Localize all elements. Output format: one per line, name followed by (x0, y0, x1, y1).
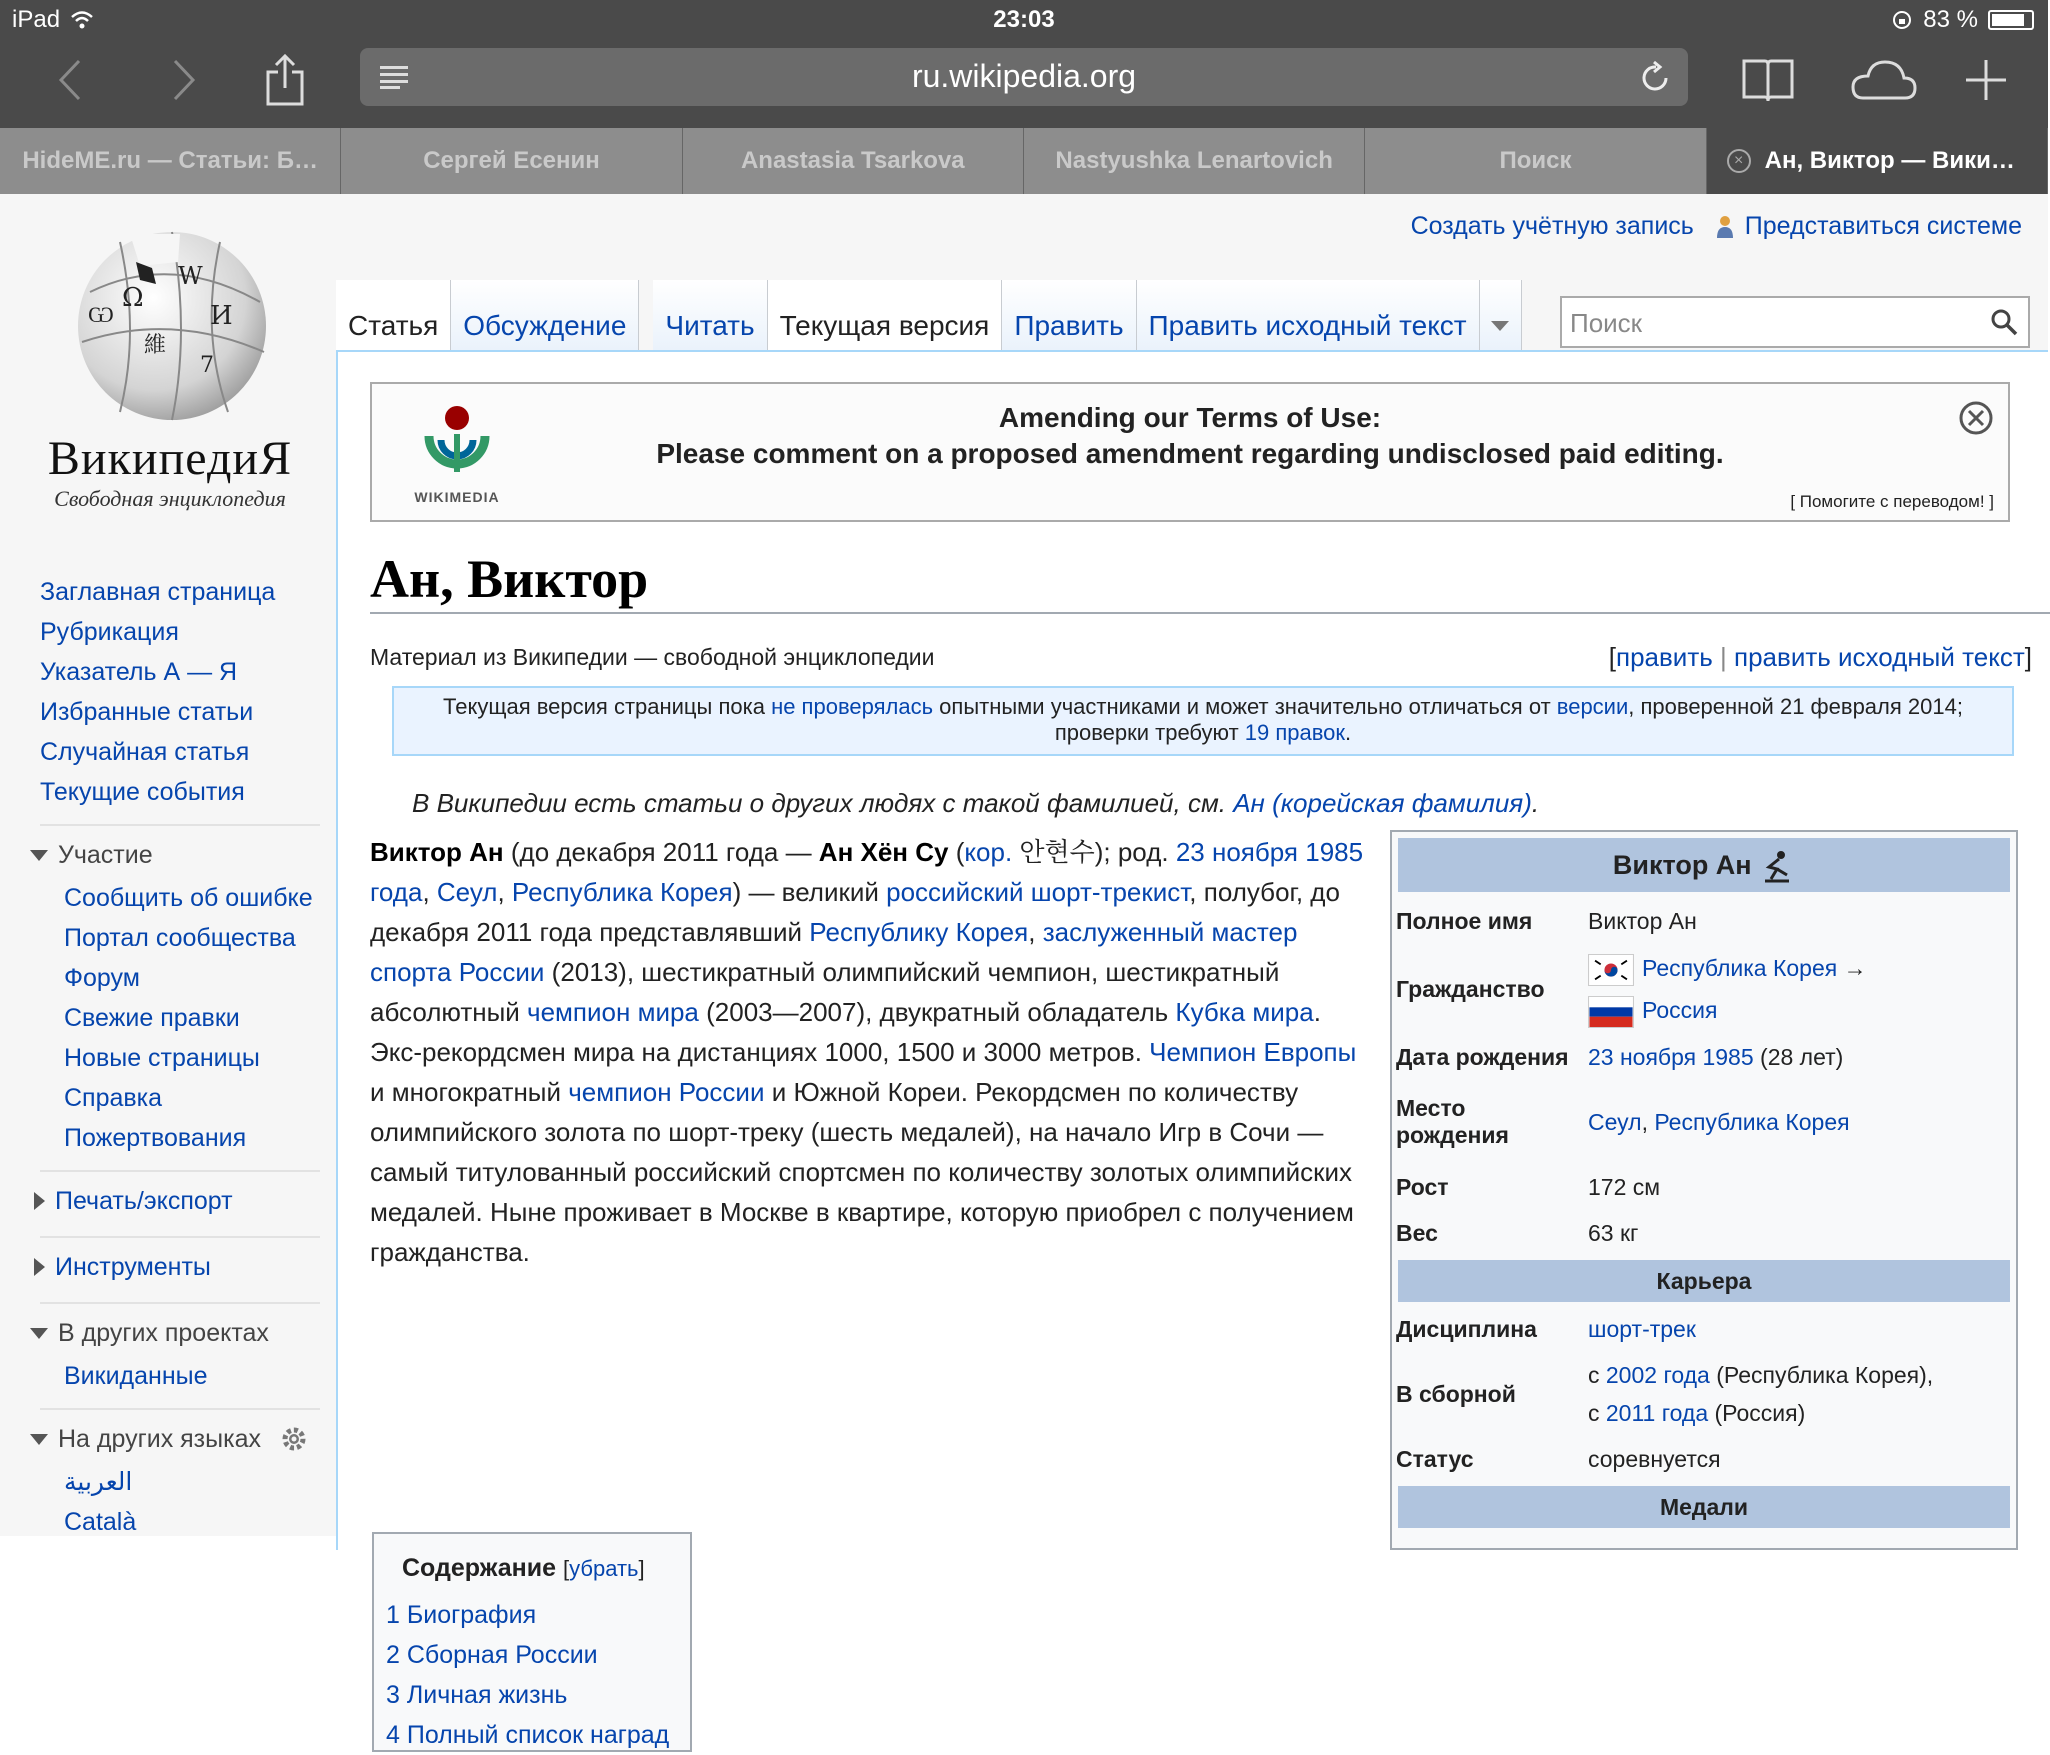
infobox-row-weight (1392, 1210, 2016, 1256)
wikipedia-tagline: Свободная энциклопедия (54, 486, 286, 511)
infobox-value: соревнуется (1588, 1445, 1721, 1472)
flagged-text-3: , проверенной 21 февраля 2014; проверки требуют (1054, 694, 1963, 745)
svg-text:7: 7 (200, 353, 214, 378)
pending-edits-link[interactable]: 19 правок (1244, 720, 1346, 745)
tab-edit-source[interactable] (1137, 280, 1480, 350)
sidebar-participation-title: Участие (58, 841, 153, 869)
bold-name: Виктор Ан (370, 837, 504, 867)
puzzle-globe-icon (60, 222, 280, 422)
article-link[interactable]: Кубка мира (1175, 997, 1314, 1027)
sidebar-language-item[interactable]: العربية (64, 1468, 133, 1496)
forward-button[interactable] (164, 50, 204, 110)
sidebar-tools-header[interactable] (40, 1244, 320, 1290)
birth-place-link-korea[interactable]: Республика Корея (1654, 1108, 1850, 1135)
infobox-key: Статус (1396, 1445, 1474, 1472)
sidebar-participation-item[interactable]: Форум (64, 964, 140, 992)
triangle-down-icon (30, 850, 48, 861)
search-placeholder: Поиск (1570, 308, 1643, 338)
back-button[interactable] (50, 50, 90, 110)
article-content (336, 350, 2048, 1749)
sidebar-participation-item[interactable]: Новые страницы (64, 1044, 260, 1072)
clock: 23:03 (993, 6, 1055, 33)
infobox (1390, 830, 2018, 1550)
bookmarks-button[interactable] (1740, 50, 1796, 110)
triangle-right-icon (34, 1192, 45, 1210)
sidebar-other-projects-header[interactable] (40, 1310, 320, 1356)
infobox-key: Полное имя (1396, 907, 1533, 934)
edit-links: [править | править исходный текст] (1608, 642, 2032, 672)
sidebar-other-projects-title: В других проектах (58, 1319, 269, 1347)
article-link[interactable]: 23 ноября (1175, 837, 1299, 867)
sidebar-participation-list (40, 878, 320, 1158)
chevron-left-icon (55, 57, 85, 103)
sidebar-nav-item[interactable]: Текущие события (40, 778, 245, 806)
share-button[interactable] (262, 50, 308, 110)
triangle-right-icon (34, 1258, 45, 1276)
birth-date-link[interactable]: 23 ноября 1985 (1588, 1043, 1754, 1070)
sidebar-participation-item[interactable]: Пожертвования (64, 1124, 247, 1152)
rotation-lock-icon (1891, 9, 1913, 31)
hatnote-end: . (1531, 788, 1540, 818)
sidebar-languages-title: На других языках (58, 1425, 262, 1453)
svg-text:Ω: Ω (122, 283, 144, 313)
table-of-contents (372, 1532, 692, 1752)
south-korea-flag-icon (1588, 954, 1634, 986)
toc-entry[interactable]: 3 Личная жизнь (386, 1681, 568, 1709)
lead-paragraph: Виктор Ан (до декабря 2011 года — Ан Хён Су (кор. 안현수); род. 23 ноября 1985 года, Сеул, Республика Корея) — великий российский шорт-трекист, полубог, до декабря 2011 года представлявший Республику Корея, заслуженный мастер спорта России (2013), шестикратный олимпийский чемпион, шестикратный абсолютный чемпион мира (2003—2007), двукратный обладатель Кубка мира. Экс-рекордсмен мира на дистанциях 1000, 1500 и 3000 метров. Чемпион Европы и многократный чемпион России и Южной Кореи. Рекордсмен по количеству олимпийского золота по шорт-треку (шесть медалей), на начало Игр в Сочи — самый титулованный российский спортсмен по количеству золотых олимпийских медалей. Ныне проживает в Москве в квартире, которую приобрел с получением гражданства. (370, 837, 1364, 1267)
sidebar-languages-header[interactable] (40, 1416, 320, 1462)
sidebar-tools-title: Инструменты (55, 1253, 211, 1281)
sidebar-other-projects-list (40, 1356, 320, 1396)
browser-tab[interactable] (1024, 128, 1365, 194)
sitenotice-banner (370, 382, 2010, 522)
infobox-row-citizenship (1392, 944, 2016, 1034)
address-bar[interactable] (360, 48, 1688, 106)
toc-list (386, 1595, 678, 1755)
tab-read[interactable] (653, 280, 767, 350)
bold-name: Ан Хён Су (818, 837, 949, 867)
sidebar-section-other-projects (40, 1302, 320, 1396)
wikipedia-wordmark: ВикипедиЯ (47, 432, 293, 485)
reload-icon[interactable] (1640, 60, 1672, 94)
hatnote-text: В Википедии есть статьи о других людях с такой фамилией, см. (412, 788, 1234, 818)
toc-hide-toggle[interactable]: [убрать] (562, 1556, 645, 1581)
browser-toolbar (0, 40, 2048, 128)
flagged-text-2: опытными участниками и может значительно отличаться от (933, 694, 1557, 719)
infobox-row-discipline (1392, 1306, 2016, 1352)
toc-entry[interactable]: 4 Полный список наград (386, 1721, 670, 1749)
discipline-link[interactable]: шорт-трек (1588, 1315, 1696, 1342)
share-icon (264, 52, 306, 108)
chevron-down-icon (1490, 320, 1510, 332)
browser-tab[interactable] (341, 128, 682, 194)
toc-hide-link[interactable]: убрать (569, 1556, 639, 1581)
infobox-career-header: Карьера (1398, 1260, 2010, 1302)
search-icon[interactable] (1990, 308, 2018, 336)
infobox-medals-header: Медали (1398, 1486, 2010, 1528)
toc-entry[interactable]: 2 Сборная России (386, 1641, 598, 1669)
infobox-key: Дисциплина (1396, 1315, 1537, 1342)
tab-talk[interactable] (451, 280, 639, 350)
tab-edit-label: Править (1014, 310, 1124, 341)
more-actions-dropdown[interactable] (1480, 280, 1522, 350)
infobox-key-line-2: рождения (1396, 1122, 1509, 1148)
page-title: Ан, Виктор (370, 548, 2050, 614)
browser-tab[interactable] (0, 128, 341, 194)
team-year-link-2002[interactable]: 2002 года (1605, 1362, 1710, 1388)
svg-text:Ѡ: Ѡ (88, 303, 114, 328)
hatnote (412, 788, 1539, 819)
infobox-row-full-name (1392, 898, 2016, 944)
sidebar-participation-item[interactable]: Справка (64, 1084, 163, 1112)
article-link[interactable]: Республика Корея (511, 877, 733, 907)
infobox-row-status (1392, 1436, 2016, 1482)
article-link[interactable]: чемпион мира (527, 997, 699, 1027)
sidebar (40, 572, 320, 1542)
edit-link[interactable]: править (1615, 642, 1713, 672)
book-icon (1741, 57, 1795, 103)
toc-header (402, 1554, 678, 1583)
wikipedia-logo[interactable] (30, 222, 310, 512)
sidebar-nav-item[interactable]: Указатель А — Я (40, 658, 238, 686)
sidebar-project-item[interactable]: Викиданные (64, 1362, 208, 1390)
new-tab-button[interactable] (1962, 50, 2010, 110)
infobox-value: Сеул, Республика Корея (1588, 1108, 1850, 1135)
sidebar-nav-item[interactable]: Избранные статьи (40, 698, 254, 726)
flagged-text-1: Текущая версия страницы пока (443, 694, 772, 719)
sidebar-print-header[interactable] (40, 1178, 320, 1224)
infobox-value (1588, 1044, 2012, 1071)
hatnote-link[interactable]: Ан (корейская фамилия) (1233, 788, 1532, 818)
device-label: iPad (12, 6, 61, 33)
infobox-value: Республика Корея → Россия (1588, 947, 2012, 1031)
birth-age: (28 лет) (1753, 1043, 1844, 1070)
russia-flag-icon (1588, 996, 1634, 1028)
personal-tools (1411, 212, 2022, 241)
browser-tab-label: HideME.ru — Статьи: Б… (22, 147, 318, 174)
sidebar-print-title: Печать/экспорт (55, 1187, 233, 1215)
citizenship-link-russia[interactable]: Россия (1642, 997, 1718, 1023)
sidebar-section-languages (40, 1408, 320, 1542)
infobox-row-height (1392, 1164, 2016, 1210)
article-link[interactable]: шорт-трекист (1030, 877, 1190, 907)
browser-tab-label: Сергей Есенин (423, 147, 600, 174)
login-link-text[interactable]: Представиться системе (1744, 212, 2022, 240)
sidebar-nav-item[interactable]: Рубрикация (40, 618, 179, 646)
battery-percent: 83 % (1923, 6, 1978, 33)
not-reviewed-link[interactable]: не проверялась (771, 694, 934, 719)
battery-icon (1988, 10, 2034, 30)
wikimedia-logo-text: WIKIMEDIA (414, 489, 500, 505)
infobox-key: В сборной (1396, 1380, 1516, 1407)
team-rest-1: (Республика Корея), (1709, 1362, 1934, 1388)
create-account-link[interactable]: Создать учётную запись (1410, 212, 1694, 240)
article-link[interactable]: чемпион России (568, 1077, 765, 1107)
svg-text:W: W (178, 262, 203, 290)
infobox-value: Виктор Ан (1588, 907, 1697, 934)
sidebar-nav-item[interactable]: Заглавная страница (40, 578, 276, 606)
birth-place-link-seoul[interactable]: Сеул (1588, 1108, 1642, 1135)
tab-edit[interactable] (1002, 280, 1136, 350)
article-link[interactable]: Чемпион Европы (1149, 1037, 1357, 1067)
tab-article[interactable] (336, 280, 451, 350)
infobox-title (1398, 838, 2010, 892)
browser-tab[interactable] (1707, 128, 2048, 194)
plus-icon (1964, 58, 2008, 102)
cloud-icon (1849, 58, 1917, 102)
user-icon (1716, 215, 1734, 239)
content-tabs (336, 280, 1522, 350)
translate-help-link[interactable]: [ Помогите с переводом! ] (1790, 492, 1994, 511)
article-link[interactable]: Республику Корея (809, 917, 1029, 947)
icloud-tabs-button[interactable] (1848, 50, 1918, 110)
sidebar-section-participation (40, 824, 320, 1158)
article-link[interactable]: Сеул (436, 877, 498, 907)
version-link[interactable]: версии (1556, 694, 1629, 719)
infobox-value: 63 кг (1588, 1219, 1639, 1246)
browser-tab-label: Поиск (1499, 147, 1572, 174)
tab-talk-label: Обсуждение (463, 310, 627, 341)
sidebar-section-print (40, 1170, 320, 1224)
toc-entry[interactable]: 1 Биография (386, 1601, 537, 1629)
browser-tab-label: Nastyushka Lenartovich (1055, 147, 1333, 174)
infobox-title-text: Виктор Ан (1612, 850, 1752, 880)
infobox-value (1588, 1316, 2012, 1343)
infobox-row-birth-date (1392, 1034, 2016, 1080)
toc-title: Содержание (402, 1554, 557, 1582)
infobox-row-national-team (1392, 1352, 2016, 1436)
sidebar-participation-item[interactable]: Портал сообщества (64, 924, 296, 952)
infobox-key (1396, 1095, 1588, 1149)
close-icon[interactable] (1958, 400, 1994, 436)
triangle-down-icon (30, 1434, 48, 1445)
tab-edit-source-label: Править исходный текст (1148, 310, 1467, 341)
infobox-value: 172 см (1588, 1173, 1661, 1200)
status-bar (0, 0, 2048, 40)
article-link[interactable]: 1985 года (370, 837, 1364, 907)
infobox-row-birth-place (1392, 1080, 2016, 1164)
short-track-skater-icon (1759, 849, 1795, 885)
edit-source-link[interactable]: править исходный текст (1734, 642, 2025, 672)
article-link[interactable]: российский (886, 877, 1024, 907)
team-rest-2: (Россия) (1708, 1400, 1806, 1426)
sidebar-participation-header[interactable] (40, 832, 320, 878)
infobox-key: Дата рождения (1396, 1043, 1569, 1070)
team-year-link-2011[interactable]: 2011 года (1605, 1400, 1709, 1426)
svg-text:維: 維 (144, 333, 167, 358)
close-tab-icon[interactable]: × (1727, 149, 1751, 173)
battery-fill (1992, 14, 2024, 26)
site-subtitle: Материал из Википедии — свободной энциклопедии (370, 644, 935, 670)
sidebar-languages-list (40, 1462, 320, 1542)
gear-icon[interactable] (279, 1424, 309, 1454)
sidebar-participation-item[interactable]: Сообщить об ошибке (64, 884, 313, 912)
infobox-key: Рост (1396, 1173, 1449, 1200)
infobox-value: с 2002 года (Республика Корея), с 2011 года (Россия) (1588, 1362, 1934, 1426)
tab-read-label: Читать (665, 310, 755, 341)
url-text: ru.wikipedia.org (911, 58, 1137, 94)
notice-text[interactable]: Please comment on a proposed amendment regarding undisclosed paid editing. (656, 438, 1724, 469)
sidebar-participation-item[interactable]: Свежие правки (64, 1004, 240, 1032)
article-link[interactable]: кор. (964, 837, 1013, 867)
browser-tab[interactable] (1365, 128, 1706, 194)
flagged-text-4: . (1345, 720, 1352, 745)
svg-text:И: И (210, 301, 233, 331)
sidebar-section-tools (40, 1236, 320, 1290)
tab-strip (0, 128, 2048, 194)
notice-headline: Amending our Terms of Use: (998, 402, 1382, 433)
login-link[interactable] (1716, 212, 2022, 241)
tab-current-version[interactable] (768, 280, 1003, 350)
citizenship-link-korea[interactable]: Республика Корея (1642, 955, 1838, 981)
sidebar-main-nav (40, 572, 320, 812)
infobox-key: Гражданство (1396, 975, 1545, 1002)
chevron-right-icon (169, 57, 199, 103)
flagged-revs-notice (392, 686, 2014, 756)
browser-tab-label: Ан, Виктор — Вики… (1764, 147, 2015, 174)
tab-current-version-label: Текущая версия (779, 310, 990, 341)
triangle-down-icon (30, 1328, 48, 1339)
browser-tab-label: Anastasia Tsarkova (740, 147, 965, 174)
sidebar-nav-item[interactable]: Случайная статья (40, 738, 250, 766)
search-input[interactable] (1560, 296, 2030, 348)
infobox-key: Вес (1396, 1219, 1438, 1246)
sidebar-language-item[interactable]: Català (64, 1508, 137, 1536)
article-link[interactable]: заслуженный мастер спорта России (370, 917, 1298, 987)
tab-article-label: Статья (348, 310, 439, 341)
browser-tab[interactable] (683, 128, 1024, 194)
wikipedia-page (0, 194, 2048, 1749)
infobox-key-line-1: Место (1396, 1095, 1466, 1121)
